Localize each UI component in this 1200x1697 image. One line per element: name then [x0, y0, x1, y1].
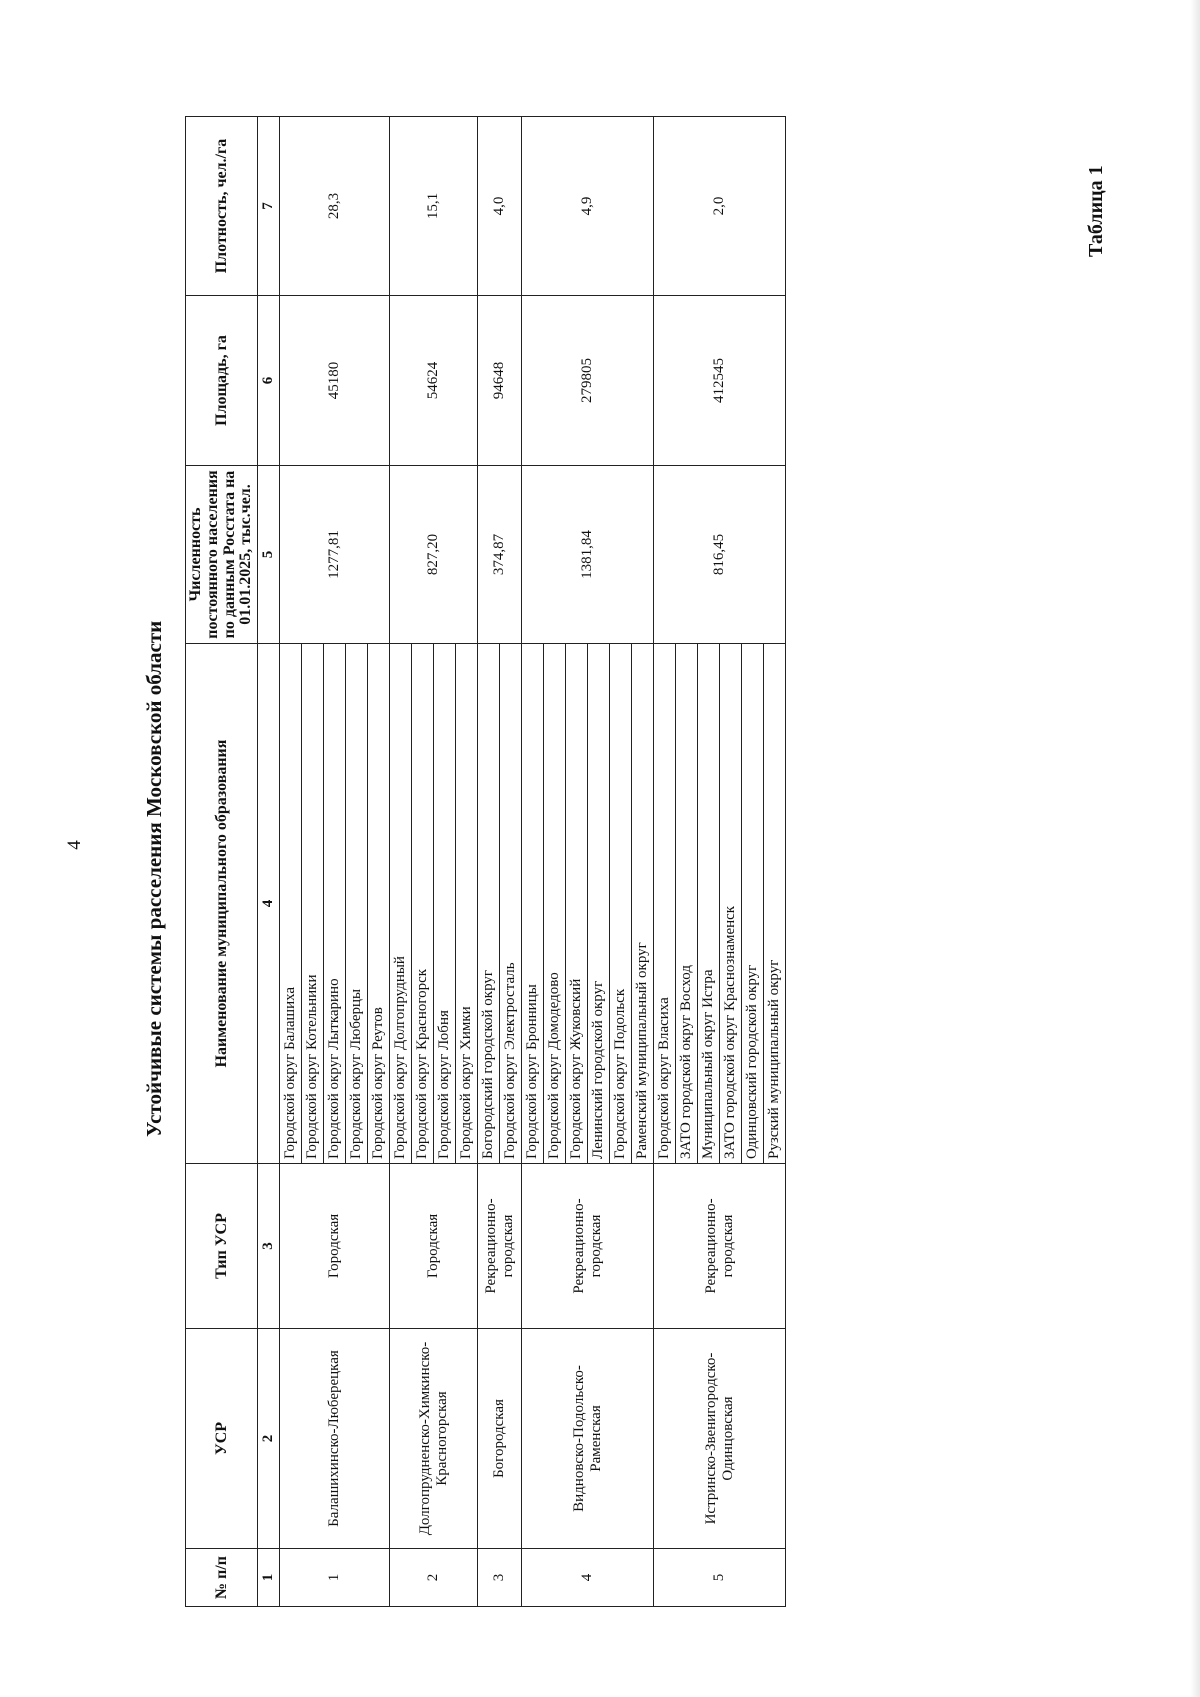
municipality-cell: ЗАТО городской округ Восход	[676, 644, 698, 1164]
row-num: 3	[478, 1549, 522, 1607]
table-row	[390, 117, 412, 1607]
municipality-cell: Городской округ Балашиха	[280, 644, 302, 1164]
row-usr: Истринско-Звенигородско-Одинцовская	[654, 1329, 786, 1549]
row-population: 1277,81	[280, 466, 390, 644]
column-index: 6	[258, 296, 280, 466]
header-population: Численность постоянного населения по данным Росстата на 01.01.2025, тыс.чел.	[186, 466, 258, 644]
row-type: Рекреационно-городская	[522, 1164, 654, 1329]
table-row	[478, 117, 500, 1607]
municipality-cell: Городской округ Лобня	[434, 644, 456, 1164]
municipality-cell: Городской округ Власиха	[654, 644, 676, 1164]
row-usr: Долгопрудненско-Химкинско-Красногорская	[390, 1329, 478, 1549]
municipality-cell: Одинцовский городской округ	[742, 644, 764, 1164]
table-caption: Таблица 1	[1085, 165, 1107, 257]
row-num: 2	[390, 1549, 478, 1607]
header-density: Плотность, чел./га	[186, 117, 258, 296]
column-index: 4	[258, 644, 280, 1164]
row-usr: Богородская	[478, 1329, 522, 1549]
table-body	[280, 117, 786, 1607]
row-area: 45180	[280, 296, 390, 466]
table-row	[280, 117, 302, 1607]
municipality-cell: Городской округ Домодедово	[544, 644, 566, 1164]
header-usr: УСР	[186, 1329, 258, 1549]
row-num: 1	[280, 1549, 390, 1607]
header-area: Площадь, га	[186, 296, 258, 466]
municipality-cell: Городской округ Лыткарино	[324, 644, 346, 1164]
header-num: № п/п	[186, 1549, 258, 1607]
municipality-cell: Городской округ Долгопрудный	[390, 644, 412, 1164]
row-density: 2,0	[654, 117, 786, 296]
row-area: 412545	[654, 296, 786, 466]
municipality-cell: Городской округ Электросталь	[500, 644, 522, 1164]
row-type: Городская	[390, 1164, 478, 1329]
row-type: Рекреационно-городская	[478, 1164, 522, 1329]
row-type: Городская	[280, 1164, 390, 1329]
header-row	[186, 117, 258, 1607]
row-density: 28,3	[280, 117, 390, 296]
settlement-table	[185, 116, 786, 1607]
row-type: Рекреационно-городская	[654, 1164, 786, 1329]
municipality-cell: Городской округ Подольск	[610, 644, 632, 1164]
municipality-cell: Богородский городской округ	[478, 644, 500, 1164]
municipality-cell: Городской округ Жуковский	[566, 644, 588, 1164]
table-row	[522, 117, 544, 1607]
column-index: 3	[258, 1164, 280, 1329]
row-area: 54624	[390, 296, 478, 466]
table-title: Устойчивые системы расселения Московской области	[142, 620, 166, 1137]
municipality-cell: Городской округ Люберцы	[346, 644, 368, 1164]
table-row	[654, 117, 676, 1607]
row-density: 15,1	[390, 117, 478, 296]
row-population: 1381,84	[522, 466, 654, 644]
municipality-cell: Городской округ Химки	[456, 644, 478, 1164]
row-density: 4,9	[522, 117, 654, 296]
municipality-cell: Городской округ Красногорск	[412, 644, 434, 1164]
column-index: 1	[258, 1549, 280, 1607]
column-index: 2	[258, 1329, 280, 1549]
municipality-cell: Рузский муниципальный округ	[764, 644, 786, 1164]
municipality-cell: Городской округ Реутов	[368, 644, 390, 1164]
row-population: 374,87	[478, 466, 522, 644]
column-index: 7	[258, 117, 280, 296]
row-population: 816,45	[654, 466, 786, 644]
row-num: 4	[522, 1549, 654, 1607]
column-index-row	[258, 117, 280, 1607]
column-index: 5	[258, 466, 280, 644]
municipality-cell: Муниципальный округ Истра	[698, 644, 720, 1164]
row-usr: Видновско-Подольско-Раменская	[522, 1329, 654, 1549]
row-num: 5	[654, 1549, 786, 1607]
row-area: 279805	[522, 296, 654, 466]
row-density: 4,0	[478, 117, 522, 296]
page-number: 4	[63, 840, 85, 850]
municipality-cell: Городской округ Бронницы	[522, 644, 544, 1164]
municipality-cell: Раменский муниципальный округ	[632, 644, 654, 1164]
municipality-cell: Городской округ Котельники	[302, 644, 324, 1164]
row-usr: Балашихинско-Люберецкая	[280, 1329, 390, 1549]
municipality-cell: ЗАТО городской округ Краснознаменск	[720, 644, 742, 1164]
municipality-cell: Ленинский городской округ	[588, 644, 610, 1164]
header-name: Наименование муниципального образования	[186, 644, 258, 1164]
header-type: Тип УСР	[186, 1164, 258, 1329]
row-population: 827,20	[390, 466, 478, 644]
row-area: 94648	[478, 296, 522, 466]
